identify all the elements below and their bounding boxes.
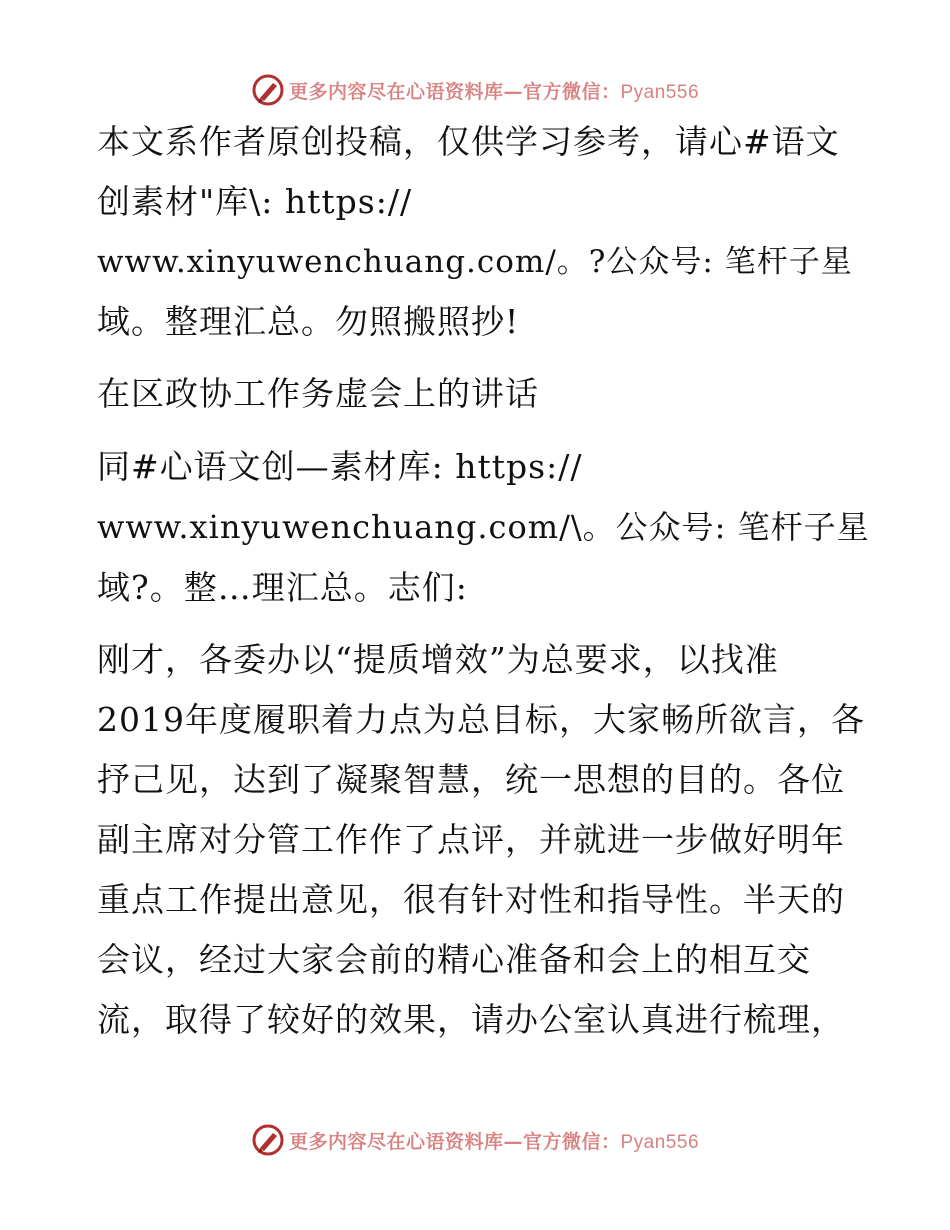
body-line: 2019年度履职着力点为总目标，大家畅所欲言，各 bbox=[97, 700, 865, 739]
banner-handle: Pyan556 bbox=[620, 1131, 700, 1153]
body-line: www.xinyuwenchuang.com/。?公众号: 笔杆子星 bbox=[97, 244, 853, 280]
body-line: www.xinyuwenchuang.com/\。公众号: 笔杆子星 bbox=[97, 508, 870, 546]
body-line: 同#心语文创—素材库: https:// bbox=[97, 447, 583, 486]
body-line: 创素材"库\: https:// bbox=[97, 182, 413, 221]
banner-text bbox=[289, 77, 699, 104]
banner-main-text: 更多内容尽在心语资料库—官方微信： bbox=[288, 1130, 621, 1153]
body-line: 刚才，各委办以“提质增效”为总要求，以找准 bbox=[97, 640, 779, 679]
body-line: 域。整理汇总。勿照搬照抄! bbox=[97, 302, 520, 341]
header-banner bbox=[0, 70, 950, 110]
banner-handle: Pyan556 bbox=[620, 81, 700, 103]
body-line: 抒己见，达到了凝聚智慧，统一思想的目的。各位 bbox=[97, 760, 845, 799]
body-line: 本文系作者原创投稿，仅供学习参考，请心#语文 bbox=[97, 122, 840, 161]
body-line: 域?。整…理汇总。志们: bbox=[97, 568, 468, 607]
pen-logo-icon bbox=[251, 73, 285, 107]
body-line: 流，取得了较好的效果，请办公室认真进行梳理， bbox=[97, 1000, 845, 1039]
body-line: 会议，经过大家会前的精心准备和会上的相互交 bbox=[97, 940, 811, 979]
body-line: 重点工作提出意见，很有针对性和指导性。半天的 bbox=[97, 880, 845, 919]
banner-text bbox=[289, 1127, 699, 1154]
footer-banner bbox=[0, 1120, 950, 1160]
banner-main-text: 更多内容尽在心语资料库—官方微信： bbox=[288, 80, 621, 103]
speech-title: 在区政协工作务虚会上的讲话 bbox=[97, 374, 539, 413]
body-line: 副主席对分管工作作了点评，并就进一步做好明年 bbox=[97, 820, 845, 859]
pen-logo-icon bbox=[251, 1123, 285, 1157]
